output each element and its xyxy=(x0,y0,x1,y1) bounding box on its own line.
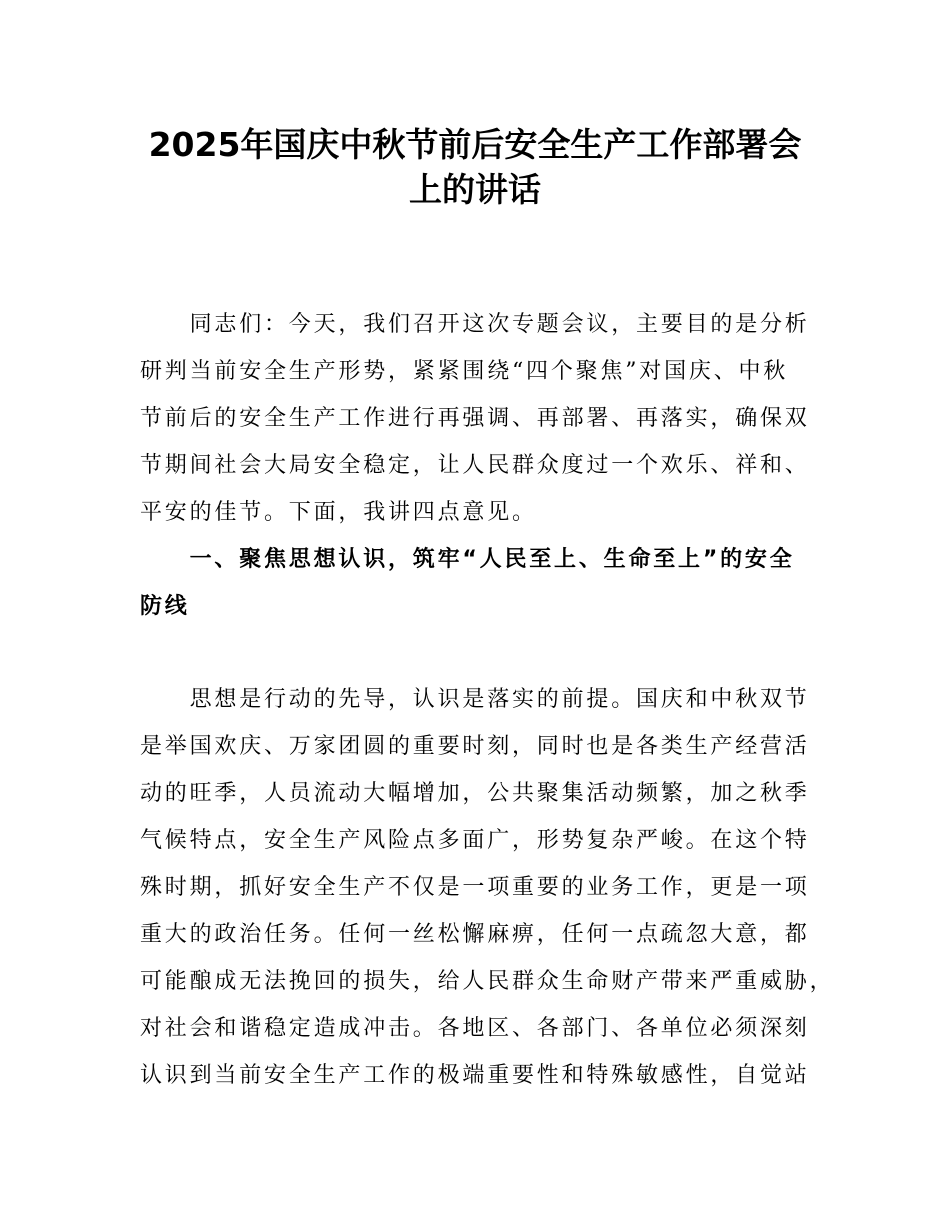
text-line: 殊时期，抓好安全生产不仅是一项重要的业务工作，更是一项 xyxy=(140,875,810,900)
text-line: 节期间社会大局安全稳定，让人民群众度过一个欢乐、祥和、 xyxy=(140,453,810,478)
section-heading-1 xyxy=(140,536,830,630)
document-title xyxy=(0,122,950,212)
title-line: 2025年国庆中秋节前后安全生产工作部署会 xyxy=(148,125,802,164)
text-line: 防线 xyxy=(140,594,190,619)
text-line: 气候特点，安全生产风险点多面广，形势复杂严峻。在这个特 xyxy=(140,828,810,853)
text-line: 认识到当前安全生产工作的极端重要性和特殊敏感性，自觉站 xyxy=(140,1063,810,1088)
text-line: 是举国欢庆、万家团圆的重要时刻，同时也是各类生产经营活 xyxy=(140,734,810,759)
text-line: 平安的佳节。下面，我讲四点意见。 xyxy=(140,500,537,525)
text-line: 思想是行动的先导，认识是落实的前提。国庆和中秋双节 xyxy=(140,687,810,712)
text-line: 研判当前安全生产形势，紧紧围绕“四个聚焦”对国庆、中秋 xyxy=(140,359,789,384)
text-line: 动的旺季，人员流动大幅增加，公共聚集活动频繁，加之秋季 xyxy=(140,781,810,806)
paragraph-opening xyxy=(140,301,830,536)
title-line: 上的讲话 xyxy=(409,170,541,209)
text-line: 同志们：今天，我们召开这次专题会议，主要目的是分析 xyxy=(140,312,810,337)
text-line: 可能酿成无法挽回的损失，给人民群众生命财产带来严重威胁， xyxy=(140,969,835,994)
text-line: 对社会和谐稳定造成冲击。各地区、各部门、各单位必须深刻 xyxy=(140,1016,810,1041)
text-line: 节前后的安全生产工作进行再强调、再部署、再落实，确保双 xyxy=(140,406,810,431)
text-line: 一、聚焦思想认识，筑牢“人民至上、生命至上”的安全 xyxy=(140,547,795,572)
paragraph-section-1 xyxy=(140,676,835,1099)
text-line: 重大的政治任务。任何一丝松懈麻痹，任何一点疏忽大意，都 xyxy=(140,922,810,947)
